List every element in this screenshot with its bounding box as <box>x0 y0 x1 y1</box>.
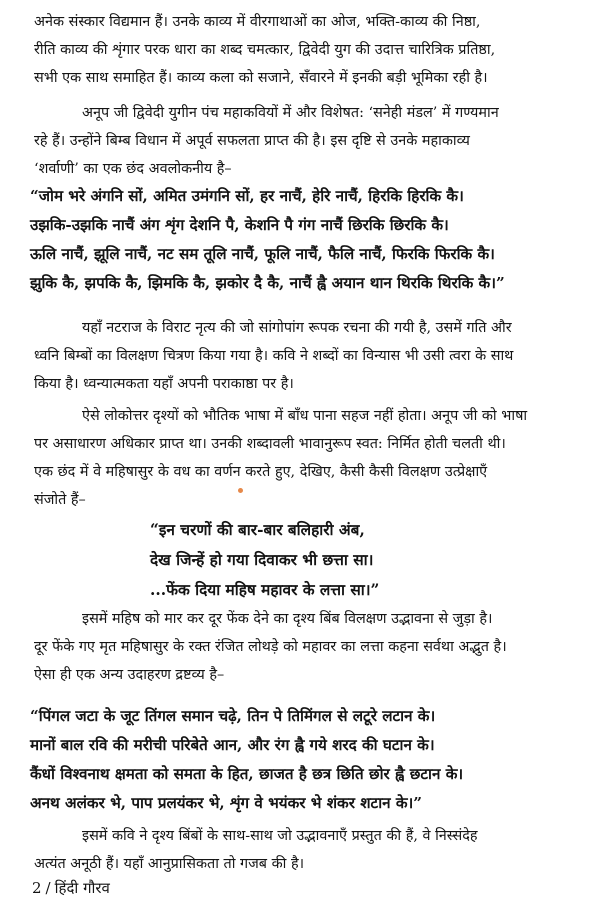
verse-line: “जोम भरे अंगनि सों, अमित उमंगनि सों, हर नाचैं, हेरि नाचैं, हिरकि हिरकि कै। <box>30 187 464 205</box>
text-line: इसमें कवि ने दृश्य बिंबों के साथ-साथ जो उद्भावनाएँ प्रस्तुत की हैं, वे निस्संदेह <box>82 828 478 844</box>
text-line: ‘शर्वाणी’ का एक छंद अवलोकनीय है– <box>34 161 232 177</box>
text-line: रीति काव्य की शृंगार परक धारा का शब्द चमत्कार, द्विवेदी युग की उदात्त चारित्रिक प्रतिष्ठा, <box>34 42 496 58</box>
text-line: दूर फेंके गए मृत महिषासुर के रक्त रंजित लोथड़े को महावर का लत्ता कहना सर्वथा अद्भुत है। <box>34 639 507 655</box>
verse-line: झुकि कै, झपकि कै, झिमकि कै, झकोर दै कै, नाचैं ह्वै अयान थान थिरकि थिरकि कै।” <box>30 274 505 292</box>
text-line: सभी एक साथ समाहित हैं। काव्य कला को सजाने, सँवारने में इनकी बड़ी भूमिका रही है। <box>34 70 488 86</box>
paragraph-intro <box>34 8 574 92</box>
text-line: यहाँ नटराज के विराट नृत्य की जो सांगोपांग रूपक रचना की गयी है, उसमें गति और <box>82 320 512 336</box>
verse-line: कैंधों विश्वनाथ क्षमता को समता के हित, छाजत है छत्र छिति छोर ह्वै छटान के। <box>30 765 464 783</box>
text-line: संजोते हैं– <box>34 492 86 508</box>
book-title: हिंदी गौरव <box>54 879 110 897</box>
text-line: किया है। ध्वन्यात्मकता यहाँ अपनी पराकाष्ठा पर है। <box>34 376 294 392</box>
text-line: ऐसे लोकोत्तर दृश्यों को भौतिक भाषा में बाँध पाना सहज नहीं होता। अनूप जी को भाषा <box>82 408 528 424</box>
paragraph-anoop <box>34 99 574 183</box>
page-footer <box>32 878 110 898</box>
verse-line: “इन चरणों की बार-बार बलिहारी अंब, <box>150 521 365 539</box>
verse-pingal <box>30 702 578 818</box>
paragraph-mahish <box>34 605 574 689</box>
paragraph-mahishasur <box>34 402 574 514</box>
verse-line: अनथ अलंकर भे, पाप प्रलयंकर भे, शृंग वे भयंकर भे शंकर शटान के।” <box>30 794 423 812</box>
text-line: ऐसा ही एक अन्य उदाहरण द्रष्टव्य है– <box>34 667 225 683</box>
text-line: अनेक संस्कार विद्यमान हैं। उनके काव्य में वीरगाथाओं का ओज, भक्ति-काव्य की निष्ठा, <box>34 14 481 30</box>
verse-line: मानों बाल रवि की मरीची परिबेते आन, और रंग ह्वै गये शरद की घटान के। <box>30 736 435 754</box>
paragraph-conclusion <box>34 822 574 878</box>
paragraph-nataraj <box>34 314 574 398</box>
text-line: इसमें महिष को मार कर दूर फेंक देने का दृश्य बिंब विलक्षण उद्भावना से जुड़ा है। <box>82 611 493 627</box>
text-line: रहे हैं। उन्होंने बिम्ब विधान में अपूर्व सफलता प्राप्त की है। इस दृष्टि से उनके महाकाव्य <box>34 133 470 149</box>
verse-line: “पिंगल जटा के जूट तिंगल समान चढ़े, तिन पे तिमिंगल से लटूरे लटान के। <box>30 707 436 725</box>
verse-line: ...फेंक दिया महिष महावर के लत्ता सा।” <box>150 581 380 599</box>
verse-charan <box>150 515 590 605</box>
verse-line: ऊलि नाचैं, झूलि नाचैं, नट सम तूलि नाचैं, फूलि नाचैं, फैलि नाचैं, फिरकि फिरकि कै। <box>30 245 495 263</box>
footer-separator: / <box>45 879 51 897</box>
ink-dot <box>238 488 243 493</box>
text-line: अत्यंत अनूठी हैं। यहाँ आनुप्रासिकता तो गजब की है। <box>34 856 305 872</box>
verse-line: उझकि-उझकि नाचैं अंग शृंग देशनि पै, केशनि पै गंग नाचैं छिरकि छिरकि कै। <box>30 216 449 234</box>
text-line: अनूप जी द्विवेदी युगीन पंच महाकवियों में और विशेषत: ‘सनेही मंडल’ में गण्यमान <box>82 105 499 121</box>
verse-nataraj <box>30 182 578 298</box>
verse-line: देख जिन्हें हो गया दिवाकर भी छत्ता सा। <box>150 551 374 569</box>
text-line: एक छंद में वे महिषासुर के वध का वर्णन करते हुए, देखिए, कैसी कैसी विलक्षण उत्प्रेक्षाएँ <box>34 464 488 480</box>
page-number: 2 <box>32 879 42 897</box>
text-line: पर असाधारण अधिकार प्राप्त था। उनकी शब्दावली भावानुरूप स्वत: निर्मित होती चलती थी। <box>34 436 506 452</box>
text-line: ध्वनि बिम्बों का विलक्षण चित्रण किया गया है। कवि ने शब्दों का विन्यास भी उसी त्वरा के साथ <box>34 348 514 364</box>
